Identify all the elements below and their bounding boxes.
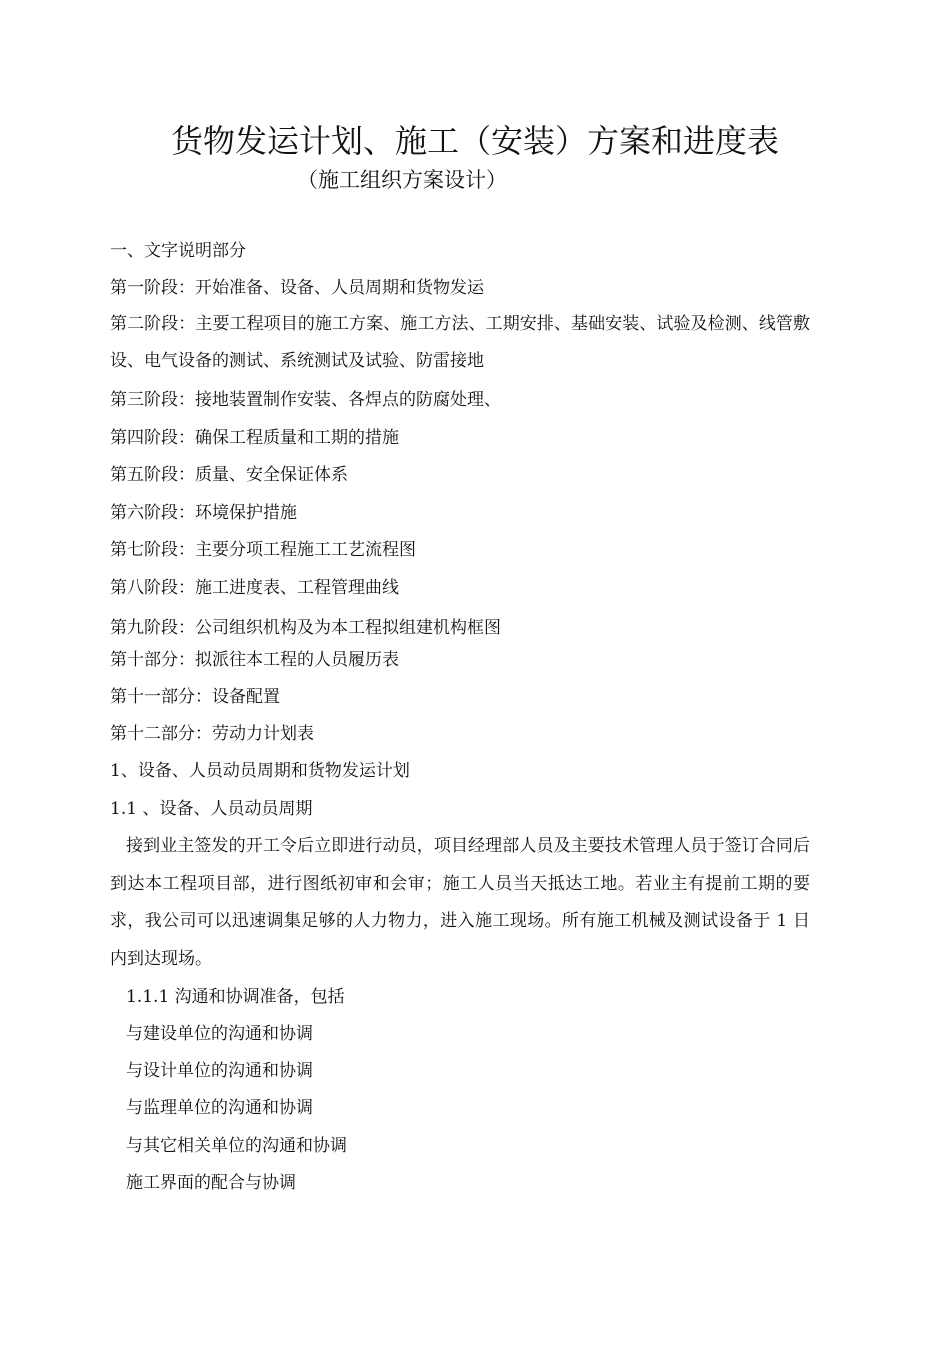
document-subtitle: （施工组织方案设计） (297, 168, 507, 192)
outline-stage-7: 第七阶段：主要分项工程施工工艺流程图 (110, 540, 416, 560)
outline-stage-6: 第六阶段：环境保护措施 (110, 503, 297, 523)
list-item: 施工界面的配合与协调 (126, 1173, 296, 1193)
outline-stage-3: 第三阶段：接地装置制作安装、各焊点的防腐处理、 (110, 390, 501, 410)
section-1-heading: 1、设备、人员动员周期和货物发运计划 (110, 761, 410, 781)
outline-stage-8: 第八阶段：施工进度表、工程管理曲线 (110, 578, 399, 598)
list-item: 与监理单位的沟通和协调 (126, 1098, 313, 1118)
section-1-1-paragraph: 接到业主签发的开工令后立即进行动员，项目经理部人员及主要技术管理人员于签订合同后到达本工程项目部，进行图纸初审和会审；施工人员当天抵达工地。若业主有提前工期的要求，我公司可以迅速调集足够的人力物力，进入施工现场。所有施工机械及测试设备于 1 日内到达现场。 (110, 836, 810, 969)
document-title: 货物发运计划、施工（安装）方案和进度表 (170, 122, 779, 160)
list-item: 与其它相关单位的沟通和协调 (126, 1136, 347, 1156)
outline-part-11: 第十一部分：设备配置 (110, 687, 280, 707)
list-item: 与建设单位的沟通和协调 (126, 1024, 313, 1044)
outline-stage-4: 第四阶段：确保工程质量和工期的措施 (110, 428, 399, 448)
section-1-1-1-heading: 1.1.1 沟通和协调准备，包括 (126, 987, 345, 1007)
list-item: 与设计单位的沟通和协调 (126, 1061, 313, 1081)
outline-stage-2: 第二阶段：主要工程项目的施工方案、施工方法、工期安排、基础安装、试验及检测、线管敷设、电气设备的测试、系统测试及试验、防雷接地 (110, 314, 810, 371)
outline-stage-9: 第九阶段：公司组织机构及为本工程拟组建机构框图 (110, 618, 501, 638)
section-1-1-heading: 1.1 、设备、人员动员周期 (110, 799, 313, 819)
outline-part-10: 第十部分：拟派往本工程的人员履历表 (110, 650, 399, 670)
outline-stage-1: 第一阶段：开始准备、设备、人员周期和货物发运 (110, 278, 484, 298)
section-heading: 一、文字说明部分 (110, 241, 246, 261)
outline-part-12: 第十二部分：劳动力计划表 (110, 724, 314, 744)
outline-stage-5: 第五阶段：质量、安全保证体系 (110, 465, 348, 485)
